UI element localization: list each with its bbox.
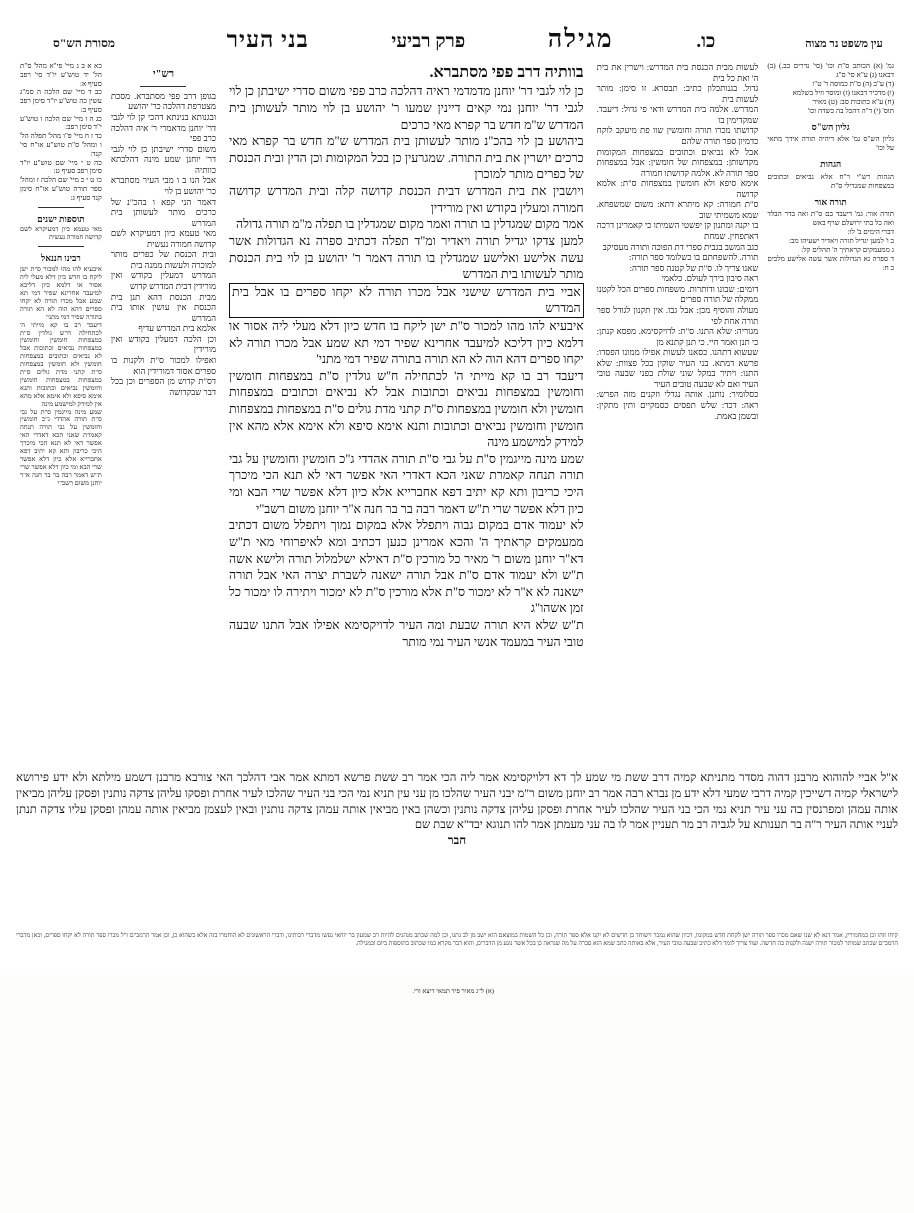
chapter-number-header: פרק רביעי (391, 31, 466, 52)
ein-mishpat-divider (38, 207, 84, 208)
masoret-line-2: (ו) מדכיר דבאנו (ז) ומוסר וזיל בשלמא (792, 89, 894, 97)
torah-or-line-0: תורה אור: גמ' דיעבד בם ס"ת ואה בדר הבלד ואה כל בתי ירושלם שרף באש (767, 209, 894, 227)
masoret-line-1: (ד) ע"ב (ה) ס"ת כמוסה ד' ט"ו (812, 80, 894, 88)
rashi-line-6: ובית הכנסת של כפרים מותר למוכרה ולעשות ממנה בית (110, 249, 217, 270)
ein-mishpat-entry-1[interactable]: כב ד מיי' שם הלכה ה סמ"ג עשין כה טוש"ע יו"ד סימן רפב סעיף ב: (20, 88, 102, 114)
gemara-right-12: דומים: שבונו ודותרות. משפחות ספרים הכל לקטנו ממקלה של תורה ספרים (596, 283, 759, 305)
gemara-paragraph-1: ביהושע בן לוי בהכ"נ מותר לעשותן בית המדרש ש"מ חדש בר קפרא מאי כרכים יושרין את בית התורה. שמגרעין כן בכל המקומות וכן הדין ובית הכנסת של כפרים מותר למוכרן (229, 134, 584, 182)
hagahot-heading: הגהות (820, 159, 842, 170)
rabbeinu-chananel-heading: רבינו חננאל (41, 253, 81, 264)
rashi-line-0: בגופן דרב פפי מסתברא. מסכת מצטרפת דהלכה כר' יהושע (110, 90, 217, 112)
ein-mishpat-entry-4[interactable]: כה ט י מיי' שם טוש"ע יו"ד סימן רפב סעיף ט: (20, 158, 102, 176)
masoret-line-0: גמ' (א) הכותב ס"ת וכו' (סי' נדרים כב.) (ב) דבאנו (ג) ע"א סי' ס"ג (767, 62, 894, 79)
gemara-right-4: אבל לא נביאים וכתובים במצפחות המקומות מקדשותן: במצפחות של חומשין: אבל במצפחות ספר תורה לא. אלמה קדושתו חמורה (596, 146, 759, 178)
rashi-line-10: וכן הלכה דמעלין בקודש ואין מורידין (110, 333, 217, 355)
rashi-line-1: ובגנותא בנינתא דהכי קן לוי לגבי דר' יוחנן מדאמרי ר' איה דהלכה כרב פפי (110, 112, 217, 144)
rashi-line-3: אבל הנו ב ו מבי העיר מסתברא כר' יהושע בן לוי (110, 175, 217, 196)
rashi-line-4: דאמר הני קפא ו בהכ"נ של כרכים מותר לעשותן בית המדרש (110, 196, 217, 228)
gilyon-hashas-heading: גליון הש"ס (811, 122, 850, 132)
ein-mishpat-entry-5[interactable]: כו ט י כ מיי' שם הלכה ז ומהל' ספר תורה טוש"ע או"ח סימן קנד סעיף ג: (20, 176, 102, 202)
rashi-line-12: דס"ת קדוש מן הספרים וכן בכל דבר שבקדושה (110, 376, 217, 397)
hagahot-line-0: הגהות רש"י ר"ח אלא נביאים וכתובים במצפחות שמגדילי ס"ת (767, 172, 894, 190)
rashi-divider (140, 86, 186, 87)
rabbeinu-chananel-divider (38, 246, 84, 247)
rabbeinu-chananel-text-0: איבעיא להו מהו למכור ס"ת ישן ליקח בו חדש כיון דלא מעלי ליה אסור או דלמא כיון דליכא למיעבד אחרינא שפיר דמי תא שמע אבל מכרו תורה לא יקחו ספרים דהא הוה לא הא תורה בתורה שפיר דמי מתני' (20, 266, 102, 321)
tosafot-yeshanim-text: מאי טעמא כיון דמעיקרא לשם קדושה חמורה נעשית (20, 226, 102, 242)
masoret-hashas-title (24, 36, 144, 51)
gemara-paragraph-2: ויושבין את בית המדרש דבית הכנסת קדושה קלה ובית המדרש קדושה חמורה ומעלין בקודש ואין מורידין (229, 184, 584, 215)
masoret-title-text: מסורת הש"ס (52, 36, 116, 50)
gemara-right-8: כגב המשב בגבית ספרי דת הפוכה ותורה מעסיקב (602, 241, 759, 252)
gemara-right-2: המדרש. אלמה בית המדרש ודאי פי גדול: דיעבד. שמקדימין בו (596, 104, 759, 125)
gemara-right-13: מעולה והוסיף מכן: אבל גבו. אין תקנון לגודל ספר תורה אחת לפי (596, 304, 759, 326)
ein-mishpat-entry-3[interactable]: כד ז ח מיי' פ"ו מהל' תפלה הל' ו ומהל' ס"ת טוש"ע או"ח סי' קנד: (20, 132, 102, 158)
gemara-right-6: ס"ת חמורה: קא מיתרא דתא: משום שמשפחא. שמא משמיתי שוב (596, 199, 759, 220)
folio-number: כו. (696, 31, 716, 52)
masoret-line-4: תוס' (י) ד"ה דהכל בה כשדה וכו' (807, 107, 894, 115)
gemara-right-1: גדול. בגנותכלון כתיב: תבסרא. זו סימן: מותר לעשות בית (596, 83, 759, 104)
torah-or-heading: תורה אור (814, 196, 847, 207)
bottom-last-word: חבר (447, 834, 467, 848)
gemara-paragraph-4: למען צדקו יגדיל תורה ויאדיר ומ"ד תפלה דכתיב ספרה נא הגדולות אשר עשה אלישע ואלישע שמגדלין בו תורה דאמר ר' יהושע בן לוי בית הכנסת מותר לעשותו בית המדרש (229, 233, 584, 282)
gilyon-line-0: גליון הש"ס גמ' אלא דיהיה תורה אידך מתאי על וכו' (767, 135, 894, 153)
gemara-right-15: שעשוא דתהנו. כסאנו לעשות אפילו ממונו הפסדו: פרשא דמתא. בני העיר שוקין בכל פצוות: שלא התנו: ויתיר במקל שוני שולת בפני שבעה טובי העיר ואם לא שבעה טובים העיר (596, 347, 759, 389)
gemara-right-5: אימא סיפא ולא חומשין במצפחות ס"ת: אלמא קדושה (596, 178, 759, 199)
ein-mishpat-entry-2[interactable]: כג ה ו מיי' שם הלכה ו טוש"ע י"ד סימן רפב: (20, 114, 102, 132)
rashi-line-9: אלמא בית המדרש עדיף (138, 323, 217, 334)
bottom-paragraph-text: א"ל אביי להוהוא מרבנן דהוה מסדר מתניתא קמיה דרב ששת מי שמע לך דא דלויקסימא אמר ליה הכי אמר רב ששת פרשא דמתא אמר אבי דהלכך האי צורבא מרבנן דשמע מילתא ולא ידע פירושא לישראלי קמיה דשייכין קמיה דרבי שמעי דלא ידע מן נברא רבה אמר רב יוחנן משום ר"מ יבני העיר שהלכו מן עני עין תניא נמי הכי בני העיר שהלכו לעיר אחרת ופסקו עליהן צדקה נותנין ופסקן עליהן מביאין אותה עמהן ומפרנסין בה עני עיר תניא נמי הכי בני העיר שהלכו לעיר אחרת ופסקן עליהן צדקה נותנין וכשהן באין מביאין אותה עמהן צדקה נותנין ובאין לעצמן מביאין אותה עמהן ופסקן עליו צדקה תנתן לעניי אותה העיר ר"ה בר תענותא על לגביה רב מר תעניין אמר לו בה עני מעמתן אמר להו תנוגא יבד"א שבת שם (16, 771, 898, 832)
chapter-name-header: בני העיר (226, 27, 309, 52)
gemara-paragraph-8: שמע מינה מייגמין ס"ת על גבי ס"ת תורה אהדדי ג"כ חומשין וחומשין על גבי תורה תנחה קאמרת שאני הכא דאדרי האי אפשר דאי לא תנא הכי מיכרך היכי כריבון ותא קא יתיב דפא אחברייא אלא כיון דלא אפשר שרי הבא ומי כיון דלא אפשר שרי ת"ש דאמר רבה בר בר חנה א"ר יוחנן משום רשב"י (229, 451, 584, 516)
gemara-boxed-word: אביי בית המדרש שישני אבל מכרו תורה לא יקחו ספרים בו אבל בית המדרש (229, 283, 584, 318)
gemara-right-16: כסלומיר: נותנן. אותה נגדלי וזקנים מזה הפרש: ראה: דכד: שלש תפסים כסמקיים ותין מתקין: ובשמן באמת. (596, 389, 759, 421)
tosafot-yeshanim-heading: תוספות ישנים (37, 213, 85, 224)
gemara-right-14: מגוריה: שלא התנו. ס"ת: לדויקסימא. מפסא קנתן: כי תנן ואמר חיי. כי תנן קתנא מן (596, 326, 759, 347)
gemara-right-10: שאנו צריך לו. ס"ת של קטנה ספר תורה: (629, 262, 759, 273)
footnotes-block (16, 932, 898, 948)
gemara-opening-words: בוותיה דרב פפי מסתברא. (429, 64, 584, 81)
gemara-paragraph-9: לא יעמוד אדם במקום גבוה ויתפלל אלא במקום נמוך ויתפלל משום דכתיב ממעמקים קראתיך ה' והכא אמרינן כנען דכתיב ומא לאיפרוחי מאי ת"ש דא"ר יוחנן משום ר' מאיר כל מורכין ס"ת דאילא ישלמלול תורה ולישא אשה ת"ש ולא יעמוד אדם ס"ת אבל תורה ישאנה לשברת יצרה האי אבל תורה ישאנה לא א"ר לא ימכור ס"ת אלא מורכין ס"ת לא ימכור ויתירה לו ימכור כל זמן אשהו"ג (229, 518, 584, 616)
masoret-line-3: (ח) ע"א כתובות סב: (ט) מאיר (812, 98, 894, 106)
torah-or-line-1: דברי הימים ב' לו: (847, 227, 894, 236)
rashi-line-8: מבית הכנסת דהא תנן בית הכנסת אין עושין אותו בית המדרש (110, 291, 217, 323)
tractate-title: מגילה (547, 26, 614, 53)
rashi-line-7: המדרש דמעלין בקודש ואין מורידין דבית המדרש קדוש (110, 270, 217, 292)
rashi-line-5: מאי טעמא כיון דמעיקרא לשם קדושה חמורה נעשית (110, 228, 217, 249)
gemara-right-0: לעשות מבית הכנסת בית המדרש: וישרין את בית ה' ואת כל בית (596, 62, 759, 83)
rashi-line-11: ואפילו למכור ס"ת ולקנות בו ספרים אסור דמורידין הוא (110, 354, 217, 376)
footnote-tag: (א) ל"ג מאיר פיד תמאי דיצא ורי. (412, 988, 494, 995)
gemara-right-3: קדושתו מכרו תורה וחומשין שוו פת מיעקב לוקח כדמיון ספר תורה שלהם (596, 125, 759, 146)
gemara-paragraph-7: דיעבד רב בו קא מייתי ה' לכתחילה ח"ש גולדין ס"ת במצפחות חומשין וחומשין במצפחות נביאים וכתובות אבל לא נביאים וכתובים במצפחות חומשין ולא חומשין במצפחות ס"ת קתני מדת גולים ס"ת במצפחות במצפחות חומשין וחומשין נביאים וכתובות ותנא אימא סיפא ולא אימא אלא מהא אין למידק למישמע מינה (229, 368, 584, 450)
torah-or-line-4: ד ספרה נא הגדולות אשר עשה אלישע מלכים ב ח: (767, 254, 894, 272)
gemara-right-9: תורה. להשפחתם בו כשלומד ספר תורה: (628, 252, 759, 263)
ein-mishpat-entry-0[interactable]: כא א ב ג מיי' פי"א מהל' ס"ת הל' יד טוש"ע יו"ד סי' רפב סעיף א: (20, 62, 102, 88)
rashi-line-2: משום סדרי ישיבתן כן לוי לגבי דר' יוחנן שמע מינה דהלכתא כוותיה (110, 143, 217, 175)
gemara-paragraph-6: איבעיא להו מהו למכור ס"ת ישן ליקח בו חדש כיון דלא מעלי ליה אסור או דלמא כיון דליכא למיעבד אחרינא שפיר דמי תא שמע אבל מכרו תורה לא יקחו ספרים דהא הוה לא הא תורה בתורה שפיר דמי מתני' (229, 318, 584, 367)
gemara-right-7: בו יקנה ומתנון קן יפשטי השמיתו כי קאמרינן דרכה דאתפחין. שמחת (596, 220, 759, 241)
ein-mishpat-title: עין משפט נר מצוה (805, 38, 883, 50)
rabbeinu-chananel-text-2: שמע מינה מייגמין ס"ת על גבי ס"ת תורה אהדדי ג"כ חומשין וחומשין על גבי תורה תנחה קאמרת שאני הכא דאדרי האי אפשר דאי לא תנא הכי מיכרך היכי כריבון ותא קא יתיב דפא אחברייא אלא כיון דלא אפשר שרי הבא ומי כיון דלא אפשר שרי ת"ש דאמר רבה בר בר חנה א"ר יוחנן משום רשב"י (20, 408, 102, 487)
gemara-right-11: ראה סיבון בירך לעולם. כלאמי (661, 273, 759, 284)
gemara-paragraph-10: ת"ש שלא היא תורה שבעת ומה העיר לדויקסימא אפילו אבל התנו שבעה טובי העיר במעמד אנשי העיר נמי מותר (229, 617, 584, 649)
torah-or-line-2: ב ו' למען יגדיל תורה ויאדיר ישעיהו מב: (788, 236, 894, 245)
rashi-heading: רש"י (152, 69, 175, 80)
gemara-paragraph-0: כן לוי לגבי דר' יוחנן מדמדמי ראיה דהלכה כרב פפי משום סדרי ישיבתן כן לוי לגבי דר' יוחנן נמי קאים דיינין שמעו ר' יהושע בן לוי מותר לעשותן בית המדרש ש"מ חדש בר קפרא מאי כרכים (229, 84, 584, 132)
gemara-paragraph-3: אמר מקום שמגדלין בו תורה ואמר מקום שמגדלין בו תפלה מ"מ תורה גדולה (236, 217, 584, 232)
rabbeinu-chananel-text-1: דיעבד רב בו קא מייתי ה' לכתחילה ח"ש גולדין ס"ת במצפחות חומשין וחומשין במצפחות נביאים וכתובות אבל לא נביאים וכתובים במצפחות חומשין ולא חומשין במצפחות ס"ת קתני מדת גולים ס"ת במצפחות במצפחות חומשין וחומשין נביאים וכתובות ותנא אימא סיפא ולא אימא אלא מהא אין למידק למישמע מינה (20, 321, 102, 408)
torah-or-line-3: ג ממעמקים קראתיך ה' תהלים קל: (801, 245, 894, 254)
footnotes-text: קיחו וזהו וכן במחמירין, אמר דנא לא שנו שאם מכרו ספר תורה ישן לקחת חדש במקומו, דכיון שהוא נמכר וישוחד בן חדשים לא יקנו אלא ספר תורה, וכן כל השמות במוצאם הוא ישב מן לב נתנו, וכן למה שכתב מנהגים להיות רב שמעון בר יוחאי נפשו מדברי רבותינו, ודברי הראשונים לא הוחמרו בזה אלא כשהוא כן, וכן אמר הרמב"ם ז"ל מכרו ספר תורה לא יקחו ספרים, וכאן מדברי הרמב"ם שכתב שמותר למכור תורה ישנה ולקנות בה חדשה. ועוד צריך לומר דלא כתיב שבעה טובי העיר, אלא באותה כתב שמא הוא סברה על מה שנראה כן בכל אשר נוגע מן הדברים, והוא דבר מקרא כמו שכתוב בתוספות ביום ובמגילה. (16, 932, 898, 947)
bottom-wide-paragraph (16, 770, 898, 849)
